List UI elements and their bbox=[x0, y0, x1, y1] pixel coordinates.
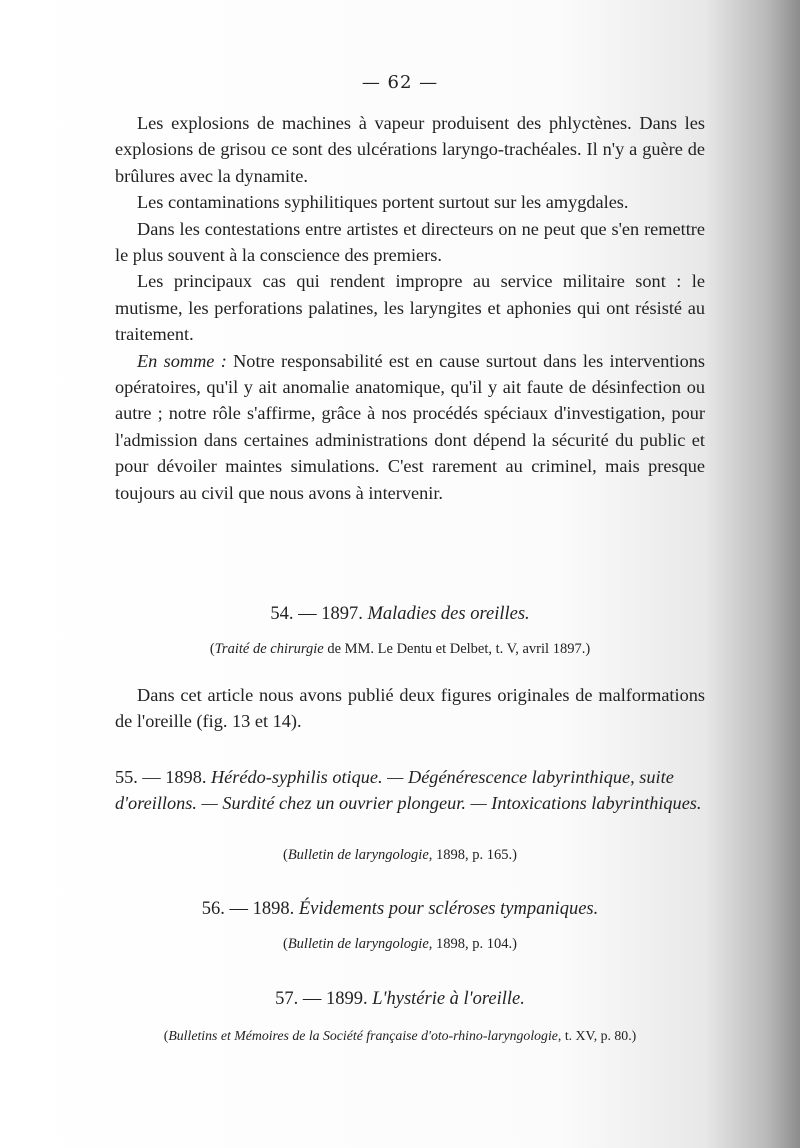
summary-paragraph bbox=[115, 348, 705, 506]
entry-54-title bbox=[0, 604, 800, 625]
entry-56-reference: (Bulletin de laryngologie, 1898, p. 104.) bbox=[282, 936, 517, 952]
reference-details: , 1898, p. 165.) bbox=[428, 847, 517, 863]
entry-title: Hérédo-syphilis otique. — Dégénérescence labyrinthique, suite d'oreillons. — Surdité chez un ouvrier plongeur. — Intoxications labyrinthiques. bbox=[115, 767, 702, 813]
reference-source: Bulletin de laryngologie bbox=[287, 847, 429, 863]
paragraph: Les contaminations syphilitiques portent surtout sur les amygdales. bbox=[137, 192, 629, 213]
entry-title: L'hystérie à l'oreille. bbox=[372, 989, 525, 1009]
entry-number: 54. — 1897. bbox=[270, 604, 363, 624]
summary-text: Notre responsabilité est en cause surtout dans les interventions opératoires, qu'il y ait anomalie anatomique, qu'il y ait faute de désinfection ou autre ; notre rôle s'affirme, grâce à nos procédés spéciaux d'investigation, pour l'admission dans certaines administrations dont dépend la sécurité du public et pour dévoiler maintes simulations. C'est rarement au criminel, mais presque toujours au civil que nous avons à intervenir. bbox=[115, 350, 705, 503]
reference-source: Traité de chirurgie bbox=[214, 641, 324, 657]
paragraph: Dans les contestations entre artistes et directeurs on ne peut que s'en remettre le plus souvent à la conscience des premiers. bbox=[115, 218, 705, 266]
entry-55-reference: (Bulletin de laryngologie, 1898, p. 165.) bbox=[282, 847, 517, 863]
reference-source: Bulletin de laryngologie bbox=[287, 936, 429, 952]
page-number: — 62 — bbox=[361, 72, 439, 93]
reference-details: de MM. Le Dentu et Delbet, t. V, avril 1897.) bbox=[323, 641, 591, 657]
entry-54-reference: (Traité de chirurgie de MM. Le Dentu et Delbet, t. V, avril 1897.) bbox=[209, 641, 591, 657]
entry-55 bbox=[115, 764, 710, 816]
entry-title: Maladies des oreilles. bbox=[367, 604, 530, 624]
body-text bbox=[115, 110, 705, 506]
paragraph: Les explosions de machines à vapeur produisent des phlyctènes. Dans les explosions de grisou ce sont des ulcérations laryngo-trachéales. Il n'y a guère de brûlures avec la dynamite. bbox=[115, 113, 705, 186]
entry-number: 56. — 1898. bbox=[201, 899, 295, 919]
entry-57-reference: (Bulletins et Mémoires de la Société française d'oto-rhino-laryngologie, t. XV, p. 80.) bbox=[163, 1028, 637, 1043]
entry-54-body bbox=[115, 682, 705, 735]
summary-lead: En somme : bbox=[137, 350, 227, 371]
reference-details: , t. XV, p. 80.) bbox=[557, 1028, 637, 1043]
reference-source: Bulletins et Mémoires de la Société française d'oto-rhino-laryngologie bbox=[168, 1028, 558, 1043]
paragraph: Dans cet article nous avons publié deux figures originales de malformations de l'oreille (fig. 13 et 14). bbox=[115, 685, 705, 732]
entry-number: 55. — 1898. bbox=[115, 767, 207, 787]
entry-title: Évidements pour scléroses tympaniques. bbox=[298, 899, 599, 919]
entry-number: 57. — 1899. bbox=[275, 989, 368, 1009]
entry-56-title bbox=[0, 899, 800, 920]
reference-details: , 1898, p. 104.) bbox=[428, 936, 517, 952]
entry-57-title bbox=[0, 989, 800, 1010]
paragraph: Les principaux cas qui rendent impropre au service militaire sont : le mutisme, les perforations palatines, les laryngites et aphonies qui ont résisté au traitement. bbox=[115, 271, 705, 345]
